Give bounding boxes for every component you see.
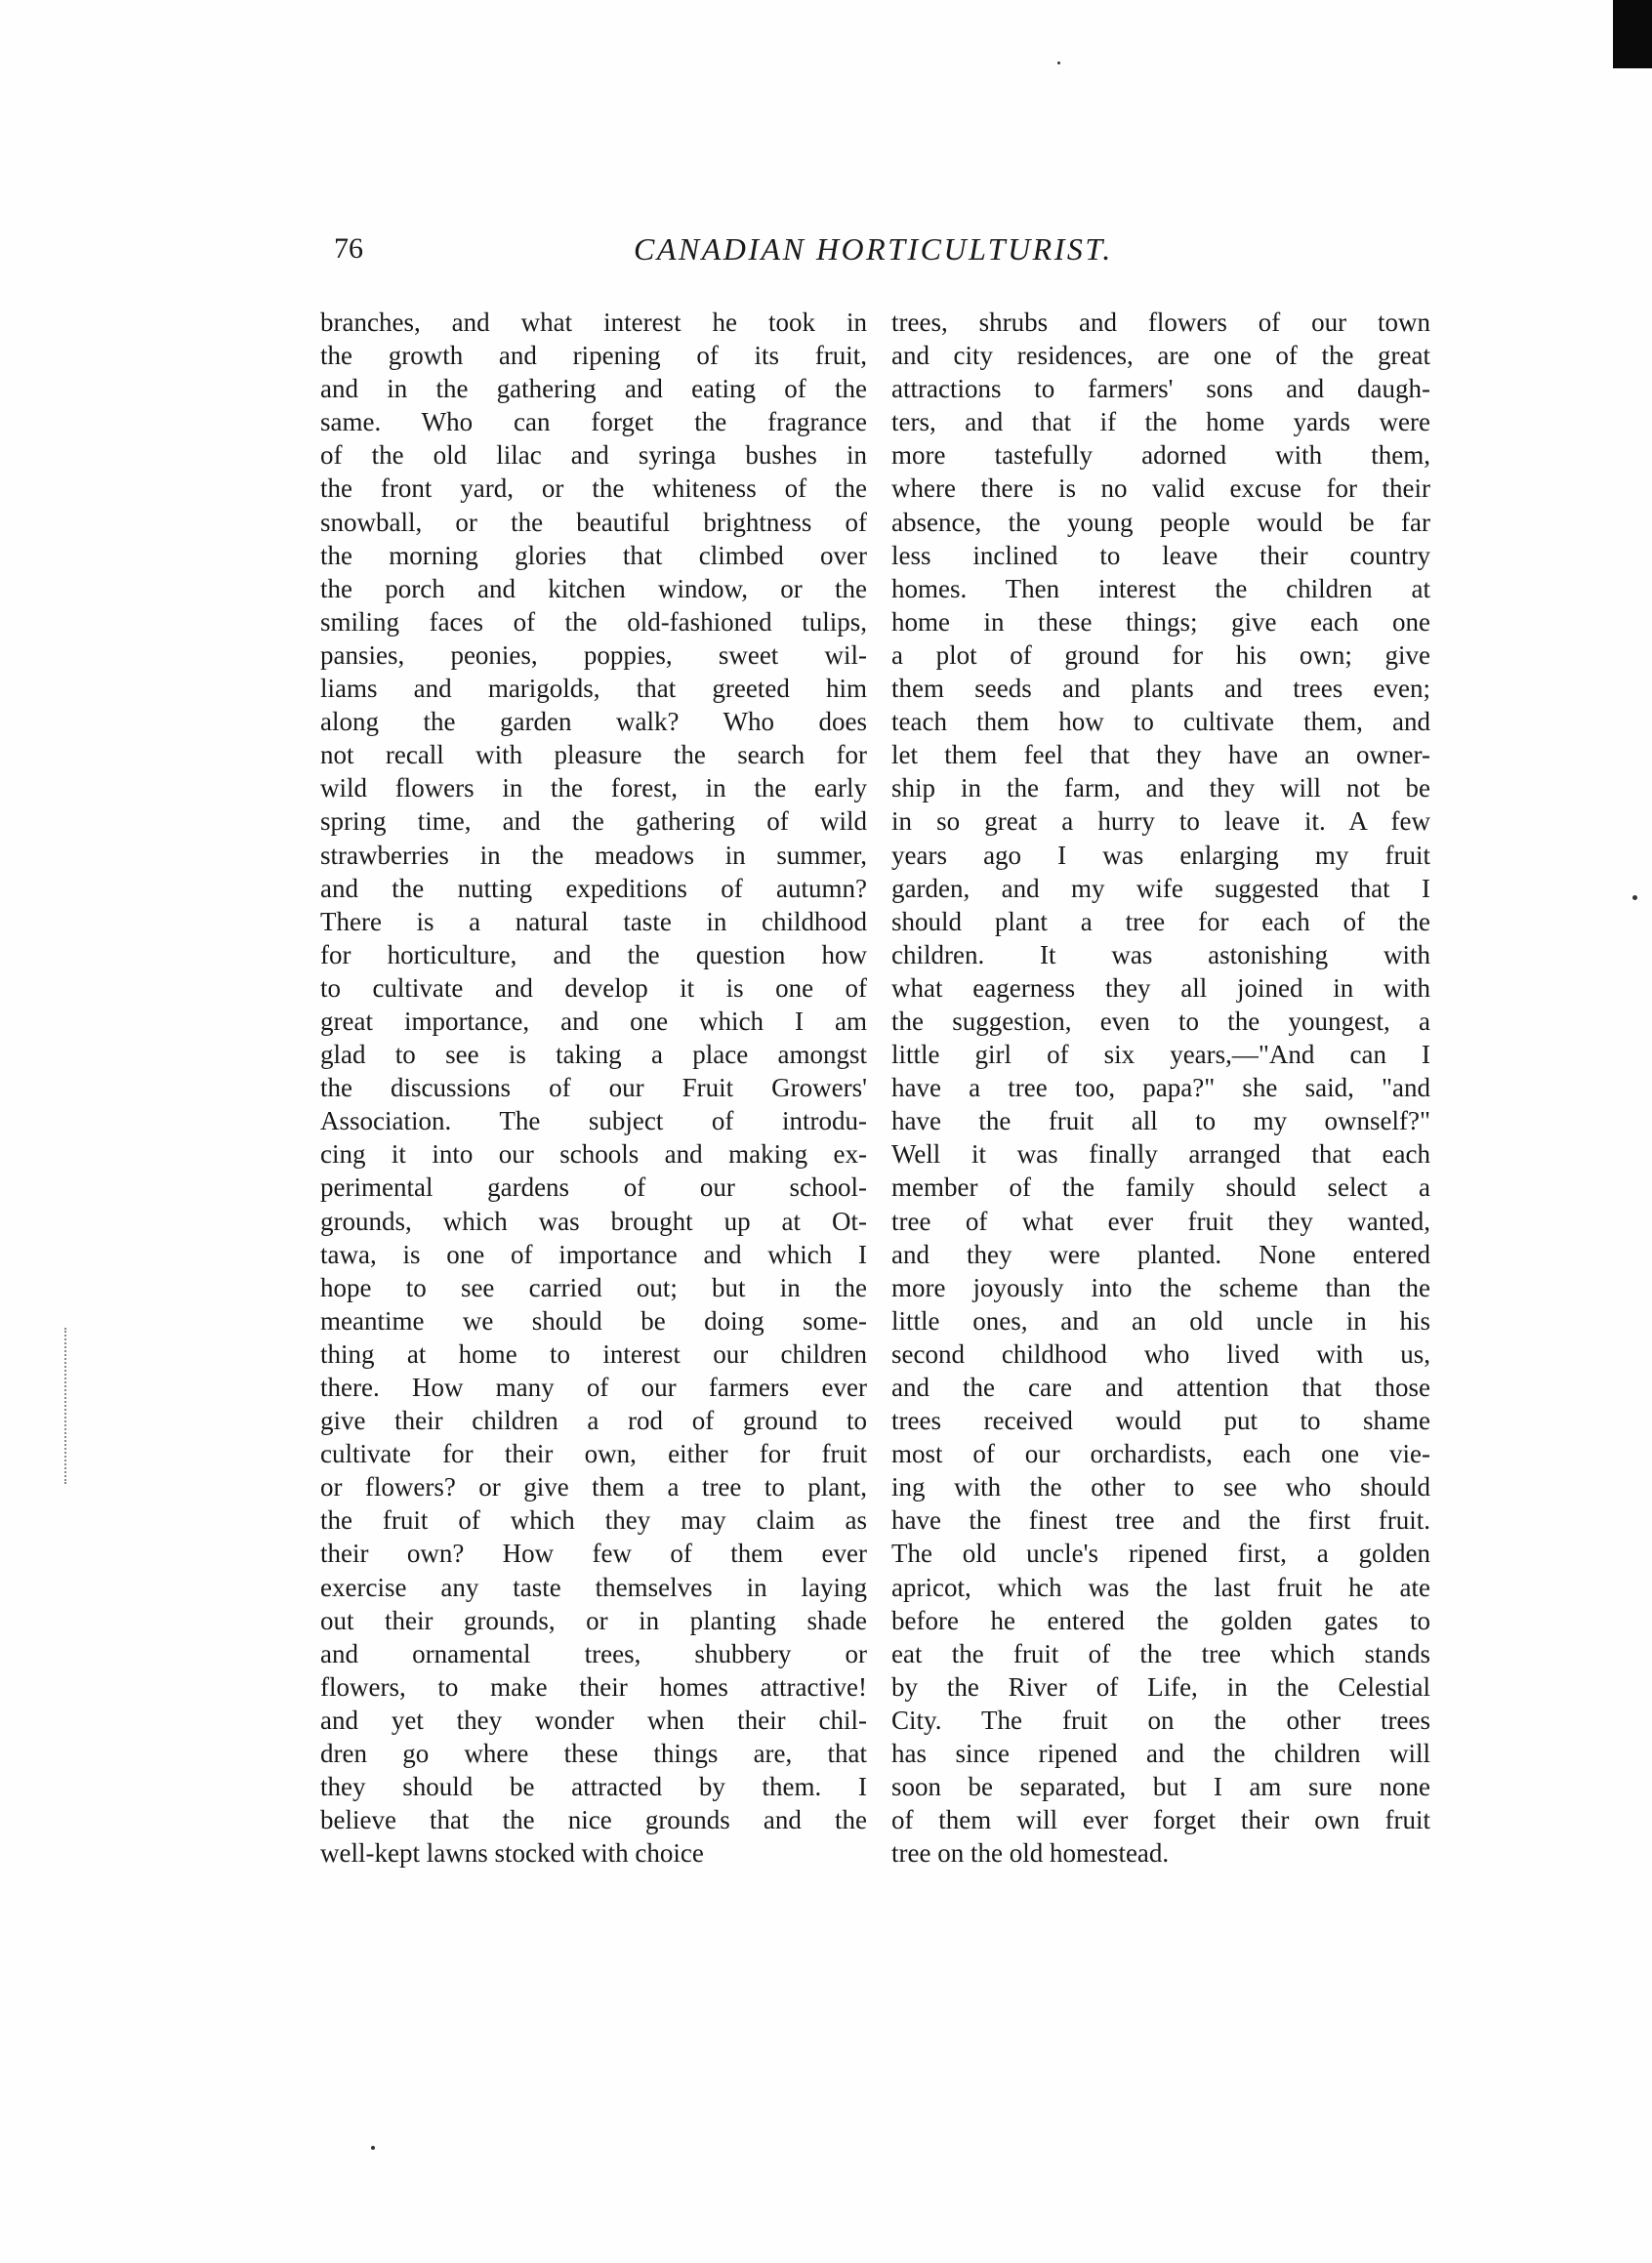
left-column-text-line: give their children a rod of ground to (320, 1406, 867, 1436)
left-column-text-line: the discussions of our Fruit Growers' (320, 1073, 867, 1103)
right-column-text-line: less inclined to leave their country (891, 540, 1430, 570)
right-column-text-line: more tastefully adorned with them, (891, 440, 1430, 471)
right-column-text-line: most of our orchardists, each one vie- (891, 1439, 1430, 1469)
right-column-text-line: and they were planted. None entered (891, 1239, 1430, 1269)
right-column-text-line: tree of what ever fruit they wanted, (891, 1206, 1430, 1236)
right-column-text-line: home in these things; give each one (891, 606, 1430, 637)
running-title: CANADIAN HORTICULTURIST. (634, 231, 1113, 267)
speck (1632, 895, 1637, 900)
left-column-text-line: cing it into our schools and making ex- (320, 1139, 867, 1170)
left-column-text-line: out their grounds, or in planting shade (320, 1605, 867, 1635)
left-column-text-line: same. Who can forget the fragrance (320, 407, 867, 437)
right-column-text-line: children. It was astonishing with (891, 939, 1430, 969)
scan-edge-mark (1613, 0, 1652, 68)
left-column-text-line: to cultivate and develop it is one of (320, 972, 867, 1003)
left-column-text-line: there. How many of our farmers ever (320, 1373, 867, 1402)
right-column-text-line: in so great a hurry to leave it. A few (891, 806, 1430, 837)
page-number: 76 (334, 232, 363, 265)
right-column-text-line: Well it was finally arranged that each (891, 1139, 1430, 1170)
left-column-text-line: not recall with pleasure the search for (320, 740, 867, 770)
left-column-text-line: wild flowers in the forest, in the early (320, 773, 867, 803)
left-column-text-line: for horticulture, and the question how (320, 939, 867, 969)
left-column-text-line: meantime we should be doing some- (320, 1305, 867, 1336)
right-column-text-line: what eagerness they all joined in with (891, 972, 1430, 1003)
right-column-text-line: ship in the farm, and they will not be (891, 773, 1430, 803)
right-column-text-line: where there is no valid excuse for their (891, 473, 1430, 504)
left-column-text-line: the fruit of which they may claim as (320, 1505, 867, 1536)
right-column-text-line: trees received would put to shame (891, 1406, 1430, 1436)
right-column-text-line: and city residences, are one of the great (891, 341, 1430, 371)
right-column-text-line: member of the family should select a (891, 1173, 1430, 1203)
left-column-text-line: liams and marigolds, that greeted him (320, 674, 867, 704)
left-column-text-line: believe that the nice grounds and the (320, 1805, 867, 1835)
left-column-text-line: glad to see is taking a place amongst (320, 1040, 867, 1070)
left-column-text-line: Association. The subject of introdu- (320, 1106, 867, 1136)
left-column-text-line: they should be attracted by them. I (320, 1772, 867, 1802)
left-column-text-line: branches, and what interest he took in (320, 308, 867, 337)
right-column-text-line: by the River of Life, in the Celestial (891, 1671, 1430, 1702)
right-column-text-line: eat the fruit of the tree which stands (891, 1638, 1430, 1668)
left-column-text-line: flowers, to make their homes attractive! (320, 1671, 867, 1702)
right-column-text-line: absence, the young people would be far (891, 507, 1430, 537)
right-column-text-line: garden, and my wife suggested that I (891, 873, 1430, 903)
right-column-text-line: them seeds and plants and trees even; (891, 674, 1430, 704)
left-column-text-line: grounds, which was brought up at Ot- (320, 1206, 867, 1236)
left-column-text-line: the front yard, or the whiteness of the (320, 473, 867, 504)
left-column-text-line: their own? How few of them ever (320, 1539, 867, 1569)
left-column-text-line: the morning glories that climbed over (320, 540, 867, 570)
right-column-text-line: years ago I was enlarging my fruit (891, 840, 1430, 870)
left-column-text-line: tawa, is one of importance and which I (320, 1239, 867, 1269)
left-text-column (320, 306, 867, 1870)
right-column-text-line: apricot, which was the last fruit he ate (891, 1572, 1430, 1602)
left-column-text-line: and ornamental trees, shubbery or (320, 1638, 867, 1668)
page-header (334, 231, 1418, 273)
left-column-text-line: pansies, peonies, poppies, sweet wil- (320, 639, 867, 670)
right-column-text-line: have the fruit all to my ownself?" (891, 1106, 1430, 1136)
right-column-text-line: homes. Then interest the children at (891, 573, 1430, 603)
left-column-text-line: of the old lilac and syringa bushes in (320, 440, 867, 471)
left-column-text-line: strawberries in the meadows in summer, (320, 840, 867, 870)
left-column-text-line: great importance, and one which I am (320, 1006, 867, 1036)
right-column-text-line: have the finest tree and the first fruit. (891, 1505, 1430, 1536)
right-column-text-line: more joyously into the scheme than the (891, 1272, 1430, 1302)
left-column-text-line: hope to see carried out; but in the (320, 1272, 867, 1302)
right-column-text-line: has since ripened and the children will (891, 1739, 1430, 1769)
right-column-text-line: should plant a tree for each of the (891, 906, 1430, 936)
right-column-text-line: little ones, and an old uncle in his (891, 1305, 1430, 1336)
left-column-text-line: exercise any taste themselves in laying (320, 1572, 867, 1602)
right-column-text-line: attractions to farmers' sons and daugh- (891, 374, 1430, 404)
right-column-text-line: tree on the old homestead. (891, 1838, 1170, 1869)
left-column-text-line: thing at home to interest our children (320, 1338, 867, 1369)
left-column-text-line: spring time, and the gathering of wild (320, 806, 867, 837)
left-column-text-line: the porch and kitchen window, or the (320, 573, 867, 603)
right-column-text-line: have a tree too, papa?" she said, "and (891, 1073, 1430, 1103)
right-column-text-line: and the care and attention that those (891, 1373, 1430, 1402)
right-column-text-line: ing with the other to see who should (891, 1472, 1430, 1502)
left-column-text-line: cultivate for their own, either for fruit (320, 1439, 867, 1469)
left-column-text-line: There is a natural taste in childhood (320, 906, 867, 936)
right-column-text-line: before he entered the golden gates to (891, 1605, 1430, 1635)
right-column-text-line: teach them how to cultivate them, and (891, 707, 1430, 737)
right-column-text-line: second childhood who lived with us, (891, 1338, 1430, 1369)
left-column-text-line: and yet they wonder when their chil- (320, 1705, 867, 1735)
right-column-text-line: The old uncle's ripened first, a golden (891, 1539, 1430, 1569)
right-column-text-line: City. The fruit on the other trees (891, 1705, 1430, 1735)
left-column-text-line: snowball, or the beautiful brightness of (320, 507, 867, 537)
right-column-text-line: trees, shrubs and flowers of our town (891, 308, 1430, 337)
left-column-text-line: and the nutting expeditions of autumn? (320, 873, 867, 903)
left-column-text-line: perimental gardens of our school- (320, 1173, 867, 1203)
left-column-text-line: smiling faces of the old-fashioned tulips, (320, 606, 867, 637)
right-text-column (891, 306, 1430, 1870)
left-column-text-line: and in the gathering and eating of the (320, 374, 867, 404)
right-column-text-line: ters, and that if the home yards were (891, 407, 1430, 437)
left-column-text-line: along the garden walk? Who does (320, 707, 867, 737)
right-column-text-line: a plot of ground for his own; give (891, 639, 1430, 670)
right-column-text-line: of them will ever forget their own fruit (891, 1805, 1430, 1835)
right-column-text-line: soon be separated, but I am sure none (891, 1772, 1430, 1802)
left-column-text-line: dren go where these things are, that (320, 1739, 867, 1769)
right-column-text-line: the suggestion, even to the youngest, a (891, 1006, 1430, 1036)
left-column-text-line: the growth and ripening of its fruit, (320, 341, 867, 371)
left-column-text-line: well-kept lawns stocked with choice (320, 1838, 704, 1869)
left-column-text-line: or flowers? or give them a tree to plant, (320, 1472, 867, 1502)
margin-dotted-mark (64, 1328, 68, 1484)
right-column-text-line: let them feel that they have an owner- (891, 740, 1430, 770)
speck (1057, 62, 1060, 64)
right-column-text-line: little girl of six years,—"And can I (891, 1040, 1430, 1070)
speck (371, 2146, 375, 2150)
